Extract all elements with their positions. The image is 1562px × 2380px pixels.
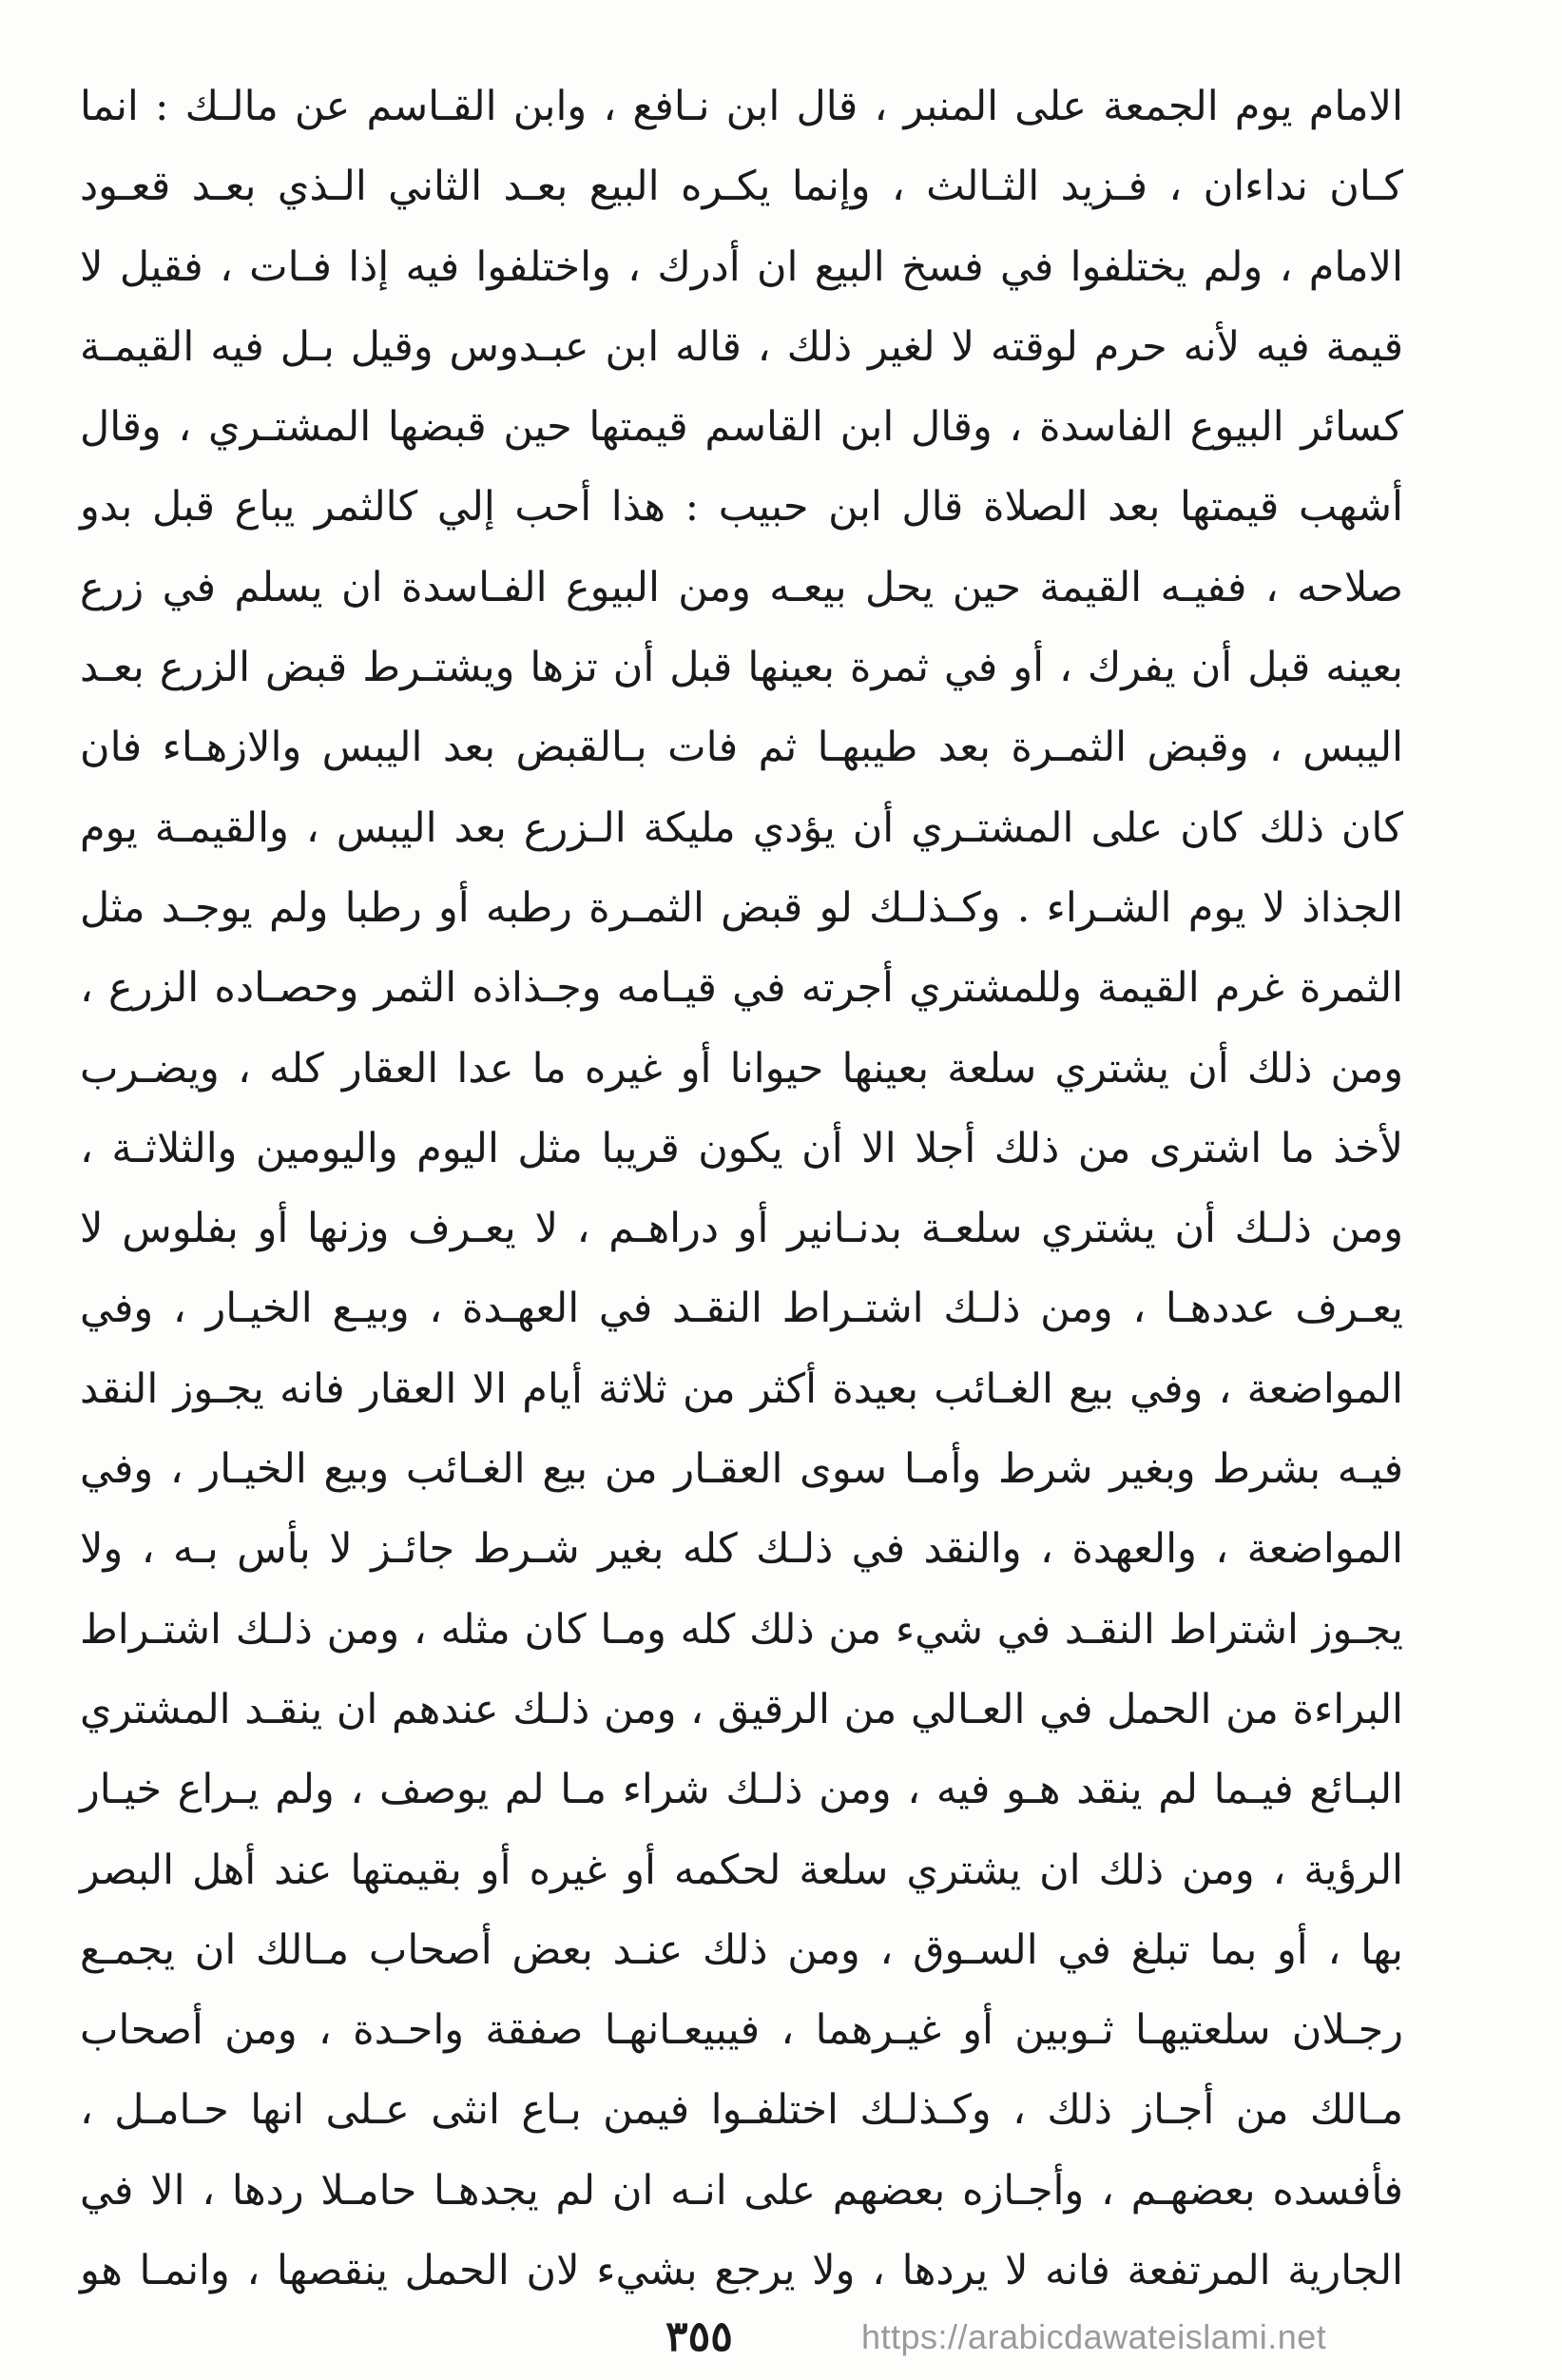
text-line: أشهب قيمتها بعد الصلاة قال ابن حبيب : هذا أحب إلي كالثمر يباع قبل بدو	[80, 483, 1403, 532]
text-line: البراءة من الحمل في العـالي من الرقيق ، ومن ذلـك عندهم ان ينقـد المشتري	[80, 1685, 1403, 1733]
text-line: فيـه بشرط وبغير شرط وأمـا سوى العقـار من بيع الغـائب وبيع الخيـار ، وفي	[80, 1445, 1403, 1494]
text-line: الرؤية ، ومن ذلك ان يشتري سلعة لحكمه أو غيره أو بقيمتها عند أهل البصر	[80, 1846, 1403, 1894]
text-line: بها ، أو بما تبلغ في السـوق ، ومن ذلك عنـد بعض أصحاب مـالك ان يجمـع	[80, 1925, 1403, 1974]
text-line: الجارية المرتفعة فانه لا يردها ، ولا يرجع بشيء لان الحمل ينقصها ، وانمـا هو	[80, 2247, 1403, 2295]
text-line: الامام يوم الجمعة على المنبر ، قال ابن نـافع ، وابن القـاسم عن مالـك : انما	[80, 83, 1403, 130]
text-line: فأفسده بعضهـم ، وأجـازه بعضهم على انـه ان لم يجدهـا حامـلا ردها ، الا في	[80, 2166, 1403, 2215]
body-text	[80, 67, 1403, 2311]
text-line: ومن ذلـك أن يشتري سلعـة بدنـانير أو دراهـم ، لا يعـرف وزنها أو بفلوس لا	[80, 1205, 1403, 1253]
text-line: رجـلان سلعتيهـا ثـوبين أو غيـرهما ، فيبيعـانهـا صفقة واحـدة ، ومن أصحاب	[80, 2006, 1403, 2055]
text-line: الثمرة غرم القيمة وللمشتري أجرته في قيـامه وجـذاذه الثمر وحصـاده الزرع ،	[80, 964, 1403, 1013]
text-line: قيمة فيه لأنه حرم لوقته لا لغير ذلك ، قاله ابن عبـدوس وقيل بـل فيه القيمـة	[80, 322, 1403, 371]
text-line: صلاحه ، ففيـه القيمة حين يحل بيعـه ومن البيوع الفـاسدة ان يسلم في زرع	[80, 563, 1403, 611]
text-line: كـان نداءان ، فـزيد الثـالث ، وإنما يكـره البيع بعـد الثاني الـذي بعـد قعـود	[80, 163, 1403, 211]
text-line: المواضعة ، وفي بيع الغـائب بعيدة أكثر من ثلاثة أيام الا العقار فانه يجـوز النقد	[80, 1364, 1403, 1413]
text-line: ومن ذلك أن يشتري سلعة بعينها حيوانا أو غيره ما عدا العقار كله ، ويضـرب	[80, 1044, 1403, 1093]
text-line: كان ذلك كان على المشتـري أن يؤدي مليكة الـزرع بعد اليبس ، والقيمـة يوم	[80, 803, 1403, 852]
page-number: ٣٥٥	[665, 2312, 733, 2361]
text-line: البـائع فيـما لم ينقد هـو فيه ، ومن ذلـك شراء مـا لم يوصف ، ولم يـراع خيـار	[80, 1766, 1403, 1814]
text-line: اليبس ، وقبض الثمـرة بعد طيبهـا ثم فات بـالقبض بعد اليبس والازهـاء فان	[80, 724, 1403, 772]
text-line: بعينه قبل أن يفرك ، أو في ثمرة بعينها قبل أن تزها ويشتـرط قبض الزرع بعـد	[80, 644, 1403, 692]
text-line: الامام ، ولم يختلفوا في فسخ البيع ان أدرك ، واختلفوا فيه إذا فـات ، فقيل لا	[80, 242, 1403, 291]
text-line: كسائر البيوع الفاسدة ، وقال ابن القاسم قيمتها حين قبضها المشتـري ، وقال	[80, 403, 1403, 452]
text-line: الجذاذ لا يوم الشـراء . وكـذلـك لو قبض الثمـرة رطبه أو رطبا ولم يوجـد مثل	[80, 883, 1403, 932]
text-line: يجـوز اشتراط النقـد في شيء من ذلك كله ومـا كان مثله ، ومن ذلـك اشتـراط	[80, 1605, 1403, 1654]
text-line: يعـرف عددهـا ، ومن ذلـك اشتـراط النقـد في العهـدة ، وبيـع الخيـار ، وفي	[80, 1285, 1403, 1333]
text-line: لأخذ ما اشترى من ذلك أجلا الا أن يكون قريبا مثل اليوم واليومين والثلاثـة ،	[80, 1124, 1403, 1172]
text-line: المواضعة ، والعهدة ، والنقد في ذلـك كله بغير شـرط جائـز لا بأس بـه ، ولا	[80, 1525, 1403, 1574]
page-footer	[0, 2309, 1562, 2366]
text-line: مـالك من أجـاز ذلك ، وكـذلـك اختلفـوا فيمن بـاع انثى عـلى انها حـامـل ،	[80, 2086, 1403, 2135]
watermark-url: https://arabicdawateislami.net	[861, 2317, 1327, 2356]
